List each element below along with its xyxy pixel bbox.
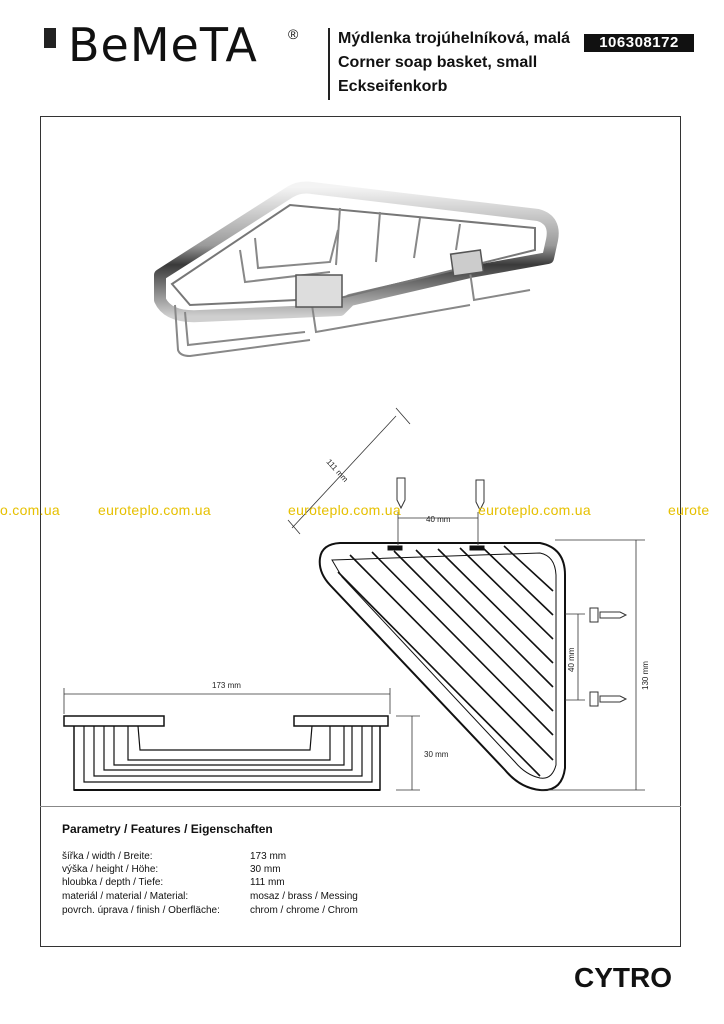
feature-value-width: 173 mm	[250, 851, 287, 862]
height-dim	[396, 716, 420, 790]
features-heading: Parametry / Features / Eigenschaften	[62, 822, 273, 836]
brand-logo: BeMeTA	[68, 18, 258, 72]
total-label: 130 mm	[641, 661, 650, 690]
diag-label: 111 mm	[324, 457, 350, 484]
feature-value-height: 30 mm	[250, 864, 281, 875]
title-cz: Mýdlenka trojúhelníková, malá	[338, 30, 571, 47]
watermark-3: euroteplo.com.ua	[288, 502, 401, 518]
front-view	[64, 716, 388, 790]
feature-label-height: výška / height / Höhe:	[62, 864, 159, 875]
product-code: 106308172	[584, 34, 694, 52]
feature-value-finish: chrom / chrome / Chrom	[250, 905, 358, 916]
width-dim	[64, 688, 390, 714]
feature-label-width: šířka / width / Breite:	[62, 851, 153, 862]
feature-value-material: mosaz / brass / Messing	[250, 891, 358, 902]
watermark-2: euroteplo.com.ua	[98, 502, 211, 518]
width-label: 173 mm	[212, 681, 241, 690]
top-small-label: 40 mm	[426, 515, 451, 524]
watermark-1: o.com.ua	[0, 502, 60, 518]
feature-label-finish: povrch. úprava / finish / Oberfläche:	[62, 905, 220, 916]
watermark-4: euroteplo.com.ua	[478, 502, 591, 518]
screw-icons-side	[590, 608, 626, 706]
screw-icons-top	[397, 478, 484, 510]
title-de: Eckseifenkorb	[338, 78, 448, 95]
product-photo	[160, 188, 553, 357]
feature-label-depth: hloubka / depth / Tiefe:	[62, 877, 164, 888]
title-en: Corner soap basket, small	[338, 54, 538, 71]
feature-label-material: materiál / material / Material:	[62, 891, 189, 902]
watermark-5: eurote	[668, 502, 710, 518]
height-side-label: 30 mm	[424, 750, 449, 759]
series-name: CYTRO	[574, 962, 672, 993]
mid-label: 40 mm	[567, 647, 576, 672]
registered-mark: ®	[288, 26, 299, 42]
feature-value-depth: 111 mm	[250, 877, 285, 888]
